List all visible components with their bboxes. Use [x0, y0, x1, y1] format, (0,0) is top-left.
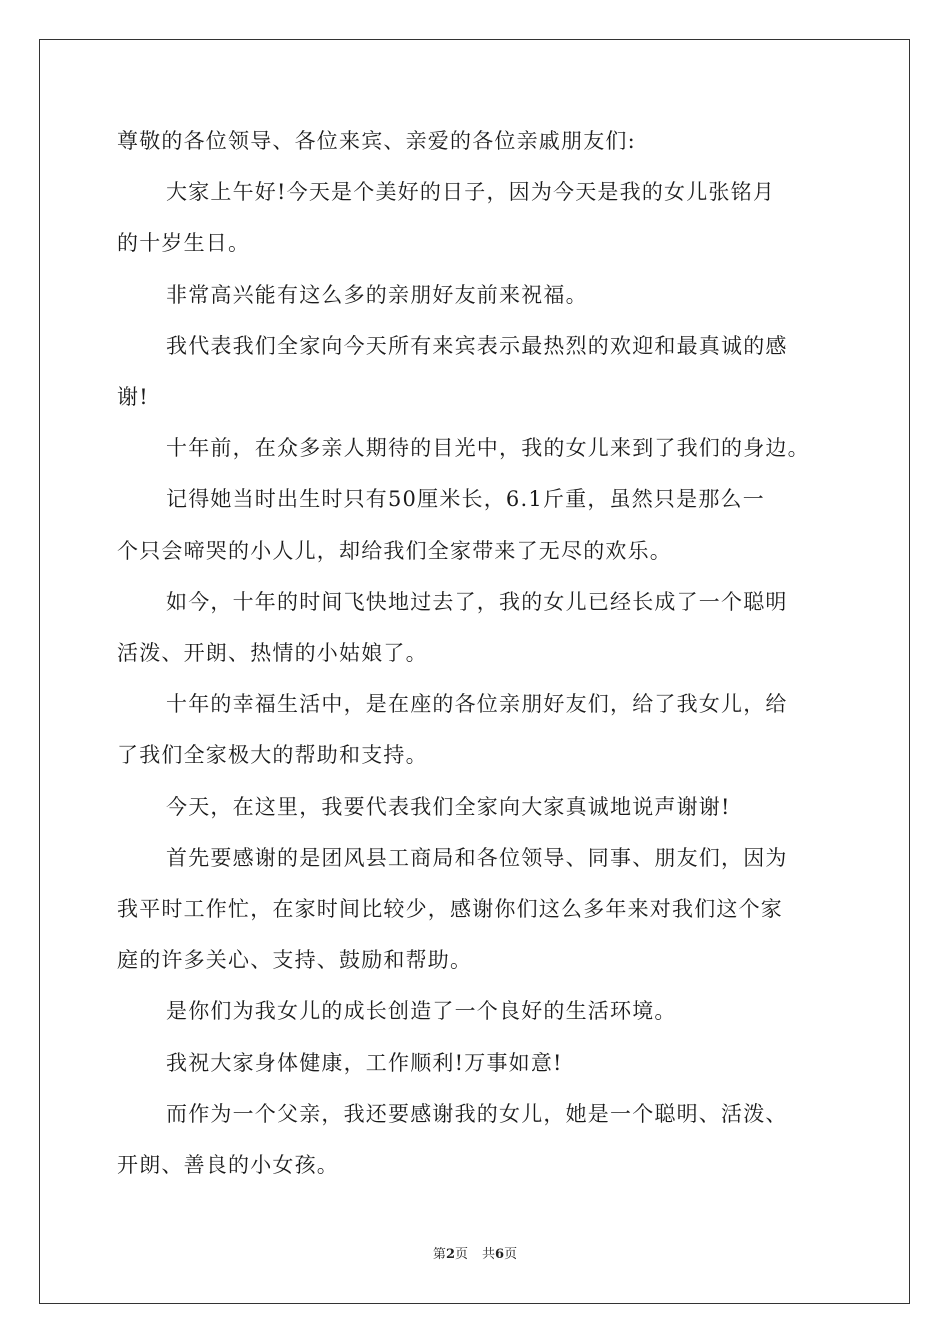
text-line: 开朗、善良的小女孩。 [117, 1153, 339, 1177]
text-line: 谢! [117, 385, 149, 409]
text-line: 十年前，在众多亲人期待的目光中，我的女儿来到了我们的身边。 [166, 436, 810, 461]
page-footer [0, 1246, 950, 1264]
text-line: 我平时工作忙，在家时间比较少，感谢你们这么多年来对我们这个家 [117, 897, 783, 921]
text-line: 了我们全家极大的帮助和支持。 [117, 743, 428, 768]
text-line: 庭的许多关心、支持、鼓励和帮助。 [117, 948, 473, 973]
text-line: 活泼、开朗、热情的小姑娘了。 [117, 641, 428, 665]
text-line: 十年的幸福生活中，是在座的各位亲朋好友们，给了我女儿，给 [166, 692, 788, 717]
text-line: 首先要感谢的是团风县工商局和各位领导、同事、朋友们，因为 [166, 845, 788, 870]
page-suffix: 页 [454, 1247, 468, 1262]
text-line: 我祝大家身体健康，工作顺利!万事如意! [166, 1050, 563, 1075]
text-line: 是你们为我女儿的成长创造了一个良好的生活环境。 [166, 999, 677, 1024]
text-line: 大家上午好!今天是个美好的日子，因为今天是我的女儿张铭月 [166, 180, 776, 205]
total-suffix: 页 [504, 1247, 518, 1262]
page-prefix: 第 [432, 1247, 446, 1262]
text-line: 非常高兴能有这么多的亲朋好友前来祝福。 [166, 282, 588, 307]
text-line: 今天，在这里，我要代表我们全家向大家真诚地说声谢谢! [166, 794, 731, 819]
text-line: 个只会啼哭的小人儿，却给我们全家带来了无尽的欢乐。 [117, 538, 672, 563]
current-page-number: 2 [445, 1247, 455, 1262]
text-line: 我代表我们全家向今天所有来宾表示最热烈的欢迎和最真诚的感 [166, 333, 788, 358]
text-line: 尊敬的各位领导、各位来宾、亲爱的各位亲戚朋友们: [117, 129, 636, 153]
text-line: 如今，十年的时间飞快地过去了，我的女儿已经长成了一个聪明 [166, 589, 788, 614]
text-line: 而作为一个父亲，我还要感谢我的女儿，她是一个聪明、活泼、 [166, 1101, 788, 1126]
total-prefix: 共 [482, 1247, 496, 1262]
text-line: 的十岁生日。 [117, 231, 251, 256]
total-page-number: 6 [495, 1247, 505, 1262]
text-line: 记得她当时出生时只有50厘米长，6.1斤重，虽然只是那么一 [166, 487, 765, 512]
